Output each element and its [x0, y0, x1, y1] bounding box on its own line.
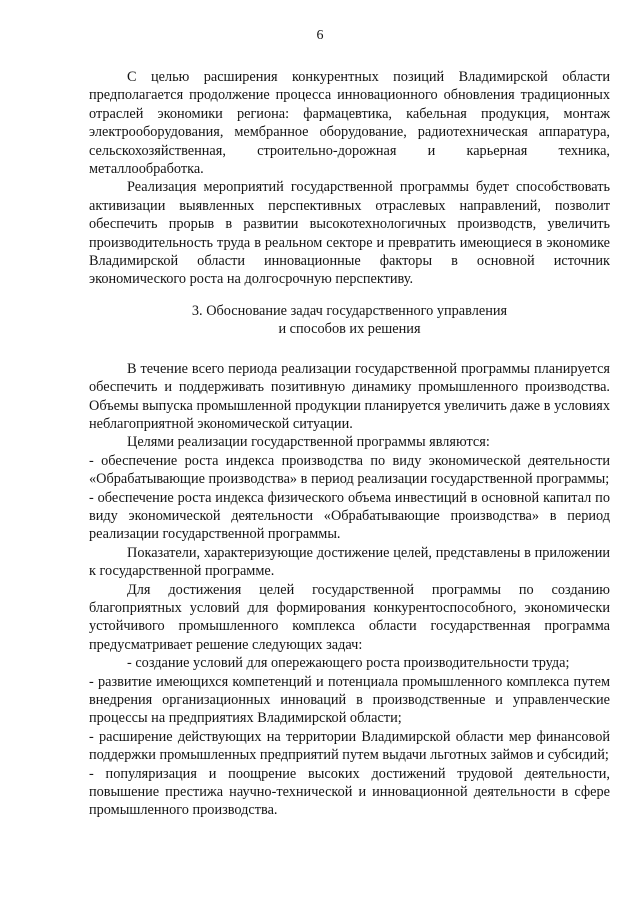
- section-heading: [89, 302, 610, 339]
- list-item-goal-2: - обеспечение роста индекса физического объема инвестиций в основной капитал по виду экономической деятельности «Обрабатывающие производства» в период реализации государственной программы.: [89, 489, 610, 543]
- list-item-task-3: - расширение действующих на территории Владимирской области мер финансовой поддержки промышленных предприятий путем выдачи льготных займов и субсидий;: [89, 728, 610, 764]
- paragraph-indicators: Показатели, характеризующие достижение целей, представлены в приложении к государственной программе.: [89, 544, 610, 580]
- section-heading-line-2: и способов их решения: [278, 321, 421, 338]
- paragraph-production-dynamics: В течение всего периода реализации государственной программы планируется обеспечить и поддерживать позитивную динамику промышленного производства. Объемы выпуска промышленной продукции планируется увеличить даже в условиях неблагоприятной экономической ситуации.: [89, 360, 610, 432]
- paragraph-tasks-intro: Для достижения целей государственной программы по созданию благоприятных условий для формирования конкурентоспособного, экономически устойчивого промышленного комплекса области государственная программа предусматривает решение следующих задач:: [89, 581, 610, 653]
- page-number: 6: [316, 28, 324, 43]
- paragraph-competitive-positions: С целью расширения конкурентных позиций Владимирской области предполагается продолжение процесса инновационного обновления традиционных отраслей экономики региона: фармацевтика, кабельная продукция, монтаж электрооборудования, мембранное оборудование, радиотехническая аппаратура, сельскохозяйственная, строительно-дорожная и карьерная техника, металлообработка.: [89, 69, 610, 178]
- section-heading-line-1: 3. Обоснование задач государственного управления: [191, 302, 508, 319]
- paragraph-goals-intro: Целями реализации государственной программы являются:: [127, 434, 490, 451]
- document-body: [89, 68, 610, 820]
- list-item-task-4: - популяризация и поощрение высоких достижений трудовой деятельности, повышение престижа научно-технической и инновационной деятельности в сфере промышленного производства.: [89, 765, 610, 819]
- paragraph-program-implementation: Реализация мероприятий государственной программы будет способствовать активизации выявленных перспективных отраслевых направлений, позволит обеспечить прорыв в развитии высокотехнологичных производств, увеличить производительность труда в реальном секторе и превратить имеющиеся в экономике Владимирской области инновационные факторы в основной источник экономического роста на долгосрочную перспективу.: [89, 179, 610, 288]
- list-item-task-1: - создание условий для опережающего роста производительности труда;: [127, 655, 570, 672]
- list-item-task-2: - развитие имеющихся компетенций и потенциала промышленного комплекса путем внедрения организационных инноваций в производственные и управленческие процессы на предприятиях Владимирской области;: [89, 673, 610, 727]
- list-item-goal-1: - обеспечение роста индекса производства по виду экономической деятельности «Обрабатывающие производства» в период реализации государственной программы;: [89, 452, 610, 488]
